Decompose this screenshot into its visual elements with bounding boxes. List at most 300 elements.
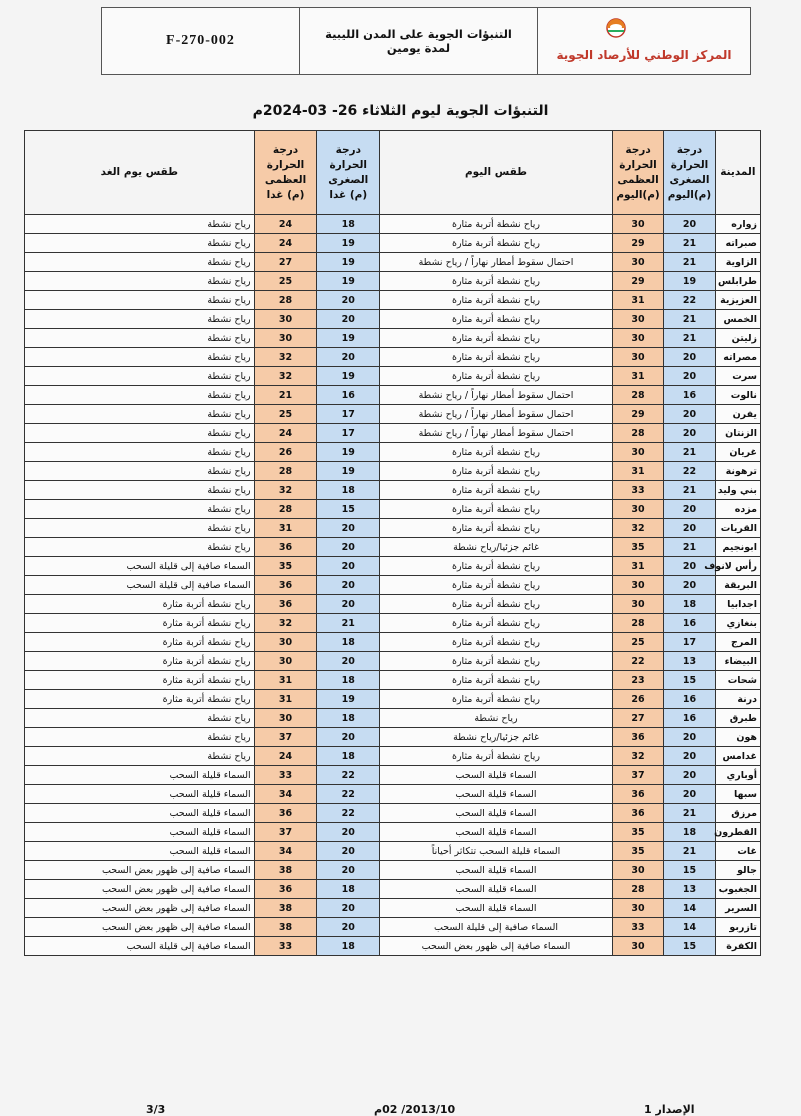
- cell-weather-tomorrow: السماء قليلة السحب: [25, 785, 255, 804]
- cell-max-today: 30: [612, 310, 663, 329]
- cell-weather-tomorrow: رياح نشطة: [25, 291, 255, 310]
- cell-city: الجغبوب: [715, 880, 760, 899]
- table-row: [25, 424, 761, 443]
- cell-weather-tomorrow: رياح نشطة: [25, 519, 255, 538]
- cell-min-today: 20: [664, 766, 715, 785]
- cell-min-tomorrow: 18: [317, 709, 380, 728]
- cell-min-tomorrow: 20: [317, 576, 380, 595]
- cell-max-tomorrow: 31: [254, 671, 317, 690]
- col-min-today-header: درجة الحرارة الصغرى (م)اليوم: [664, 131, 715, 215]
- cell-max-tomorrow: 28: [254, 500, 317, 519]
- col-max-tomorrow-header: درجة الحرارة العظمى (م) غدا: [254, 131, 317, 215]
- cell-city: بني وليد: [715, 481, 760, 500]
- cell-weather-today: رياح نشطة أتربة مثارة: [380, 690, 613, 709]
- cell-min-tomorrow: 18: [317, 633, 380, 652]
- cell-weather-tomorrow: رياح نشطة: [25, 329, 255, 348]
- cell-city: زليتن: [715, 329, 760, 348]
- cell-min-tomorrow: 20: [317, 291, 380, 310]
- cell-min-today: 20: [664, 215, 715, 234]
- cell-max-today: 30: [612, 861, 663, 880]
- cell-weather-today: رياح نشطة أتربة مثارة: [380, 576, 613, 595]
- center-logo-box: [538, 8, 750, 74]
- cell-max-today: 35: [612, 823, 663, 842]
- cell-max-today: 33: [612, 918, 663, 937]
- cell-city: جالو: [715, 861, 760, 880]
- cell-weather-today: رياح نشطة أتربة مثارة: [380, 652, 613, 671]
- cell-max-tomorrow: 25: [254, 405, 317, 424]
- cell-max-tomorrow: 34: [254, 842, 317, 861]
- cell-min-tomorrow: 18: [317, 215, 380, 234]
- cell-city: العزيزية: [715, 291, 760, 310]
- cell-weather-tomorrow: رياح نشطة: [25, 386, 255, 405]
- cell-max-tomorrow: 36: [254, 880, 317, 899]
- cell-weather-today: احتمال سقوط أمطار نهاراً / رياح نشطة: [380, 386, 613, 405]
- cell-city: الزنتان: [715, 424, 760, 443]
- cell-min-today: 16: [664, 614, 715, 633]
- cell-min-today: 21: [664, 253, 715, 272]
- table-row: [25, 405, 761, 424]
- cell-weather-today: رياح نشطة أتربة مثارة: [380, 215, 613, 234]
- cell-weather-today: رياح نشطة أتربة مثارة: [380, 348, 613, 367]
- cell-max-today: 35: [612, 842, 663, 861]
- cell-weather-today: السماء صافية إلى ظهور بعض السحب: [380, 937, 613, 956]
- cell-min-today: 15: [664, 861, 715, 880]
- cell-min-today: 20: [664, 405, 715, 424]
- table-row: [25, 766, 761, 785]
- cell-weather-today: السماء قليلة السحب: [380, 823, 613, 842]
- cell-weather-tomorrow: رياح نشطة أتربة مثارة: [25, 633, 255, 652]
- cell-weather-today: رياح نشطة أتربة مثارة: [380, 367, 613, 386]
- cell-city: البيضاء: [715, 652, 760, 671]
- cell-weather-tomorrow: رياح نشطة: [25, 367, 255, 386]
- cell-city: مرزق: [715, 804, 760, 823]
- table-row: [25, 481, 761, 500]
- cell-max-tomorrow: 35: [254, 557, 317, 576]
- cell-min-tomorrow: 19: [317, 234, 380, 253]
- cell-max-today: 36: [612, 804, 663, 823]
- cell-weather-today: رياح نشطة أتربة مثارة: [380, 443, 613, 462]
- cell-min-today: 20: [664, 747, 715, 766]
- cell-weather-tomorrow: رياح نشطة: [25, 424, 255, 443]
- table-row: [25, 519, 761, 538]
- cell-max-today: 30: [612, 329, 663, 348]
- cell-city: غات: [715, 842, 760, 861]
- cell-max-tomorrow: 37: [254, 823, 317, 842]
- cell-max-today: 31: [612, 557, 663, 576]
- cell-min-today: 13: [664, 652, 715, 671]
- cell-city: غدامس: [715, 747, 760, 766]
- cell-max-today: 28: [612, 386, 663, 405]
- cell-max-today: 26: [612, 690, 663, 709]
- cell-city: رأس لانوف: [715, 557, 760, 576]
- cell-max-tomorrow: 24: [254, 747, 317, 766]
- forecast-table: [24, 130, 761, 956]
- cell-max-today: 22: [612, 652, 663, 671]
- cell-weather-today: رياح نشطة أتربة مثارة: [380, 633, 613, 652]
- cell-min-tomorrow: 19: [317, 690, 380, 709]
- cell-weather-tomorrow: رياح نشطة: [25, 234, 255, 253]
- forecast-rows: [25, 215, 761, 956]
- cell-weather-tomorrow: رياح نشطة: [25, 728, 255, 747]
- cell-weather-tomorrow: السماء قليلة السحب: [25, 766, 255, 785]
- cell-weather-today: السماء قليلة السحب تتكاثر أحياناً: [380, 842, 613, 861]
- cell-min-tomorrow: 20: [317, 728, 380, 747]
- cell-max-today: 33: [612, 481, 663, 500]
- cell-min-tomorrow: 19: [317, 367, 380, 386]
- cell-city: سبها: [715, 785, 760, 804]
- cell-min-today: 21: [664, 234, 715, 253]
- cell-min-today: 14: [664, 899, 715, 918]
- cell-min-today: 17: [664, 633, 715, 652]
- cell-weather-today: غائم جزئيا/رياح نشطة: [380, 728, 613, 747]
- table-row: [25, 291, 761, 310]
- cell-weather-tomorrow: رياح نشطة: [25, 310, 255, 329]
- cell-min-today: 19: [664, 272, 715, 291]
- table-row: [25, 747, 761, 766]
- cell-min-tomorrow: 19: [317, 443, 380, 462]
- table-row: [25, 861, 761, 880]
- cell-max-today: 30: [612, 215, 663, 234]
- table-row: [25, 614, 761, 633]
- cell-weather-today: رياح نشطة أتربة مثارة: [380, 671, 613, 690]
- table-row: [25, 348, 761, 367]
- cell-max-tomorrow: 28: [254, 462, 317, 481]
- cell-min-today: 21: [664, 329, 715, 348]
- cell-weather-today: السماء قليلة السحب: [380, 899, 613, 918]
- cell-max-tomorrow: 32: [254, 367, 317, 386]
- cell-max-tomorrow: 30: [254, 329, 317, 348]
- cell-max-today: 35: [612, 538, 663, 557]
- cell-weather-today: رياح نشطة: [380, 709, 613, 728]
- cell-weather-tomorrow: رياح نشطة: [25, 348, 255, 367]
- table-row: [25, 671, 761, 690]
- cell-max-tomorrow: 21: [254, 386, 317, 405]
- cell-weather-today: رياح نشطة أتربة مثارة: [380, 614, 613, 633]
- table-row: [25, 500, 761, 519]
- cell-min-today: 20: [664, 367, 715, 386]
- cell-weather-today: السماء قليلة السحب: [380, 880, 613, 899]
- cell-max-today: 27: [612, 709, 663, 728]
- cell-min-today: 18: [664, 595, 715, 614]
- cell-city: اجدابيا: [715, 595, 760, 614]
- document-title-box: [300, 8, 538, 74]
- table-row: [25, 880, 761, 899]
- cell-min-tomorrow: 18: [317, 747, 380, 766]
- cell-max-tomorrow: 36: [254, 538, 317, 557]
- cell-city: أوباري: [715, 766, 760, 785]
- cell-min-today: 16: [664, 386, 715, 405]
- cell-max-today: 29: [612, 272, 663, 291]
- cell-weather-today: رياح نشطة أتربة مثارة: [380, 272, 613, 291]
- table-row: [25, 652, 761, 671]
- cell-city: مزده: [715, 500, 760, 519]
- cell-max-today: 23: [612, 671, 663, 690]
- cell-weather-tomorrow: رياح نشطة: [25, 538, 255, 557]
- cell-min-today: 22: [664, 291, 715, 310]
- cell-max-tomorrow: 30: [254, 652, 317, 671]
- cell-weather-tomorrow: السماء صافية إلى ظهور بعض السحب: [25, 918, 255, 937]
- cell-min-tomorrow: 19: [317, 272, 380, 291]
- cell-city: القريات: [715, 519, 760, 538]
- cell-weather-today: رياح نشطة أتربة مثارة: [380, 747, 613, 766]
- cell-max-today: 36: [612, 728, 663, 747]
- cell-max-today: 31: [612, 291, 663, 310]
- cell-weather-today: رياح نشطة أتربة مثارة: [380, 595, 613, 614]
- cell-min-tomorrow: 20: [317, 348, 380, 367]
- cell-max-tomorrow: 28: [254, 291, 317, 310]
- cell-weather-today: رياح نشطة أتربة مثارة: [380, 291, 613, 310]
- cell-city: درنة: [715, 690, 760, 709]
- table-row: [25, 804, 761, 823]
- cell-min-tomorrow: 20: [317, 861, 380, 880]
- cell-min-today: 15: [664, 937, 715, 956]
- cell-weather-today: رياح نشطة أتربة مثارة: [380, 519, 613, 538]
- table-row: [25, 576, 761, 595]
- cell-min-tomorrow: 20: [317, 538, 380, 557]
- cell-min-tomorrow: 22: [317, 804, 380, 823]
- cell-city: غريان: [715, 443, 760, 462]
- table-row: [25, 310, 761, 329]
- cell-max-tomorrow: 38: [254, 861, 317, 880]
- cell-min-tomorrow: 17: [317, 424, 380, 443]
- table-row: [25, 918, 761, 937]
- cell-weather-tomorrow: رياح نشطة: [25, 443, 255, 462]
- table-row: [25, 443, 761, 462]
- cell-weather-tomorrow: السماء صافية إلى ظهور بعض السحب: [25, 899, 255, 918]
- cell-max-today: 32: [612, 747, 663, 766]
- cell-min-today: 14: [664, 918, 715, 937]
- cell-min-tomorrow: 20: [317, 652, 380, 671]
- cell-weather-tomorrow: رياح نشطة: [25, 253, 255, 272]
- cell-weather-tomorrow: السماء صافية إلى قليلة السحب: [25, 576, 255, 595]
- cell-max-today: 31: [612, 367, 663, 386]
- document-header: [101, 7, 751, 75]
- cell-max-tomorrow: 31: [254, 519, 317, 538]
- cell-max-today: 36: [612, 785, 663, 804]
- cell-weather-today: رياح نشطة أتربة مثارة: [380, 234, 613, 253]
- table-row: [25, 690, 761, 709]
- cell-weather-today: رياح نشطة أتربة مثارة: [380, 329, 613, 348]
- cell-max-tomorrow: 36: [254, 595, 317, 614]
- cell-weather-tomorrow: السماء صافية إلى قليلة السحب: [25, 937, 255, 956]
- cell-min-tomorrow: 19: [317, 253, 380, 272]
- cell-weather-tomorrow: رياح نشطة أتربة مثارة: [25, 671, 255, 690]
- cell-min-tomorrow: 16: [317, 386, 380, 405]
- page-title: التنبؤات الجوية ليوم الثلاثاء 26- 03-2024م: [252, 103, 549, 119]
- cell-min-today: 15: [664, 671, 715, 690]
- cell-max-tomorrow: 30: [254, 310, 317, 329]
- cell-weather-tomorrow: السماء قليلة السحب: [25, 823, 255, 842]
- cell-min-today: 20: [664, 785, 715, 804]
- cell-min-tomorrow: 20: [317, 310, 380, 329]
- table-row: [25, 272, 761, 291]
- cell-min-tomorrow: 20: [317, 557, 380, 576]
- cell-max-tomorrow: 36: [254, 576, 317, 595]
- cell-min-tomorrow: 19: [317, 329, 380, 348]
- cell-max-tomorrow: 30: [254, 633, 317, 652]
- document-title-line2: لمدة يومين: [386, 41, 451, 55]
- cell-weather-today: احتمال سقوط أمطار نهاراً / رياح نشطة: [380, 253, 613, 272]
- col-weather-today-header: طقس اليوم: [380, 131, 613, 215]
- cell-max-today: 28: [612, 424, 663, 443]
- table-row: [25, 462, 761, 481]
- cell-min-today: 21: [664, 481, 715, 500]
- cell-city: الزاوية: [715, 253, 760, 272]
- table-row: [25, 728, 761, 747]
- table-row: [25, 633, 761, 652]
- table-row: [25, 386, 761, 405]
- cell-min-tomorrow: 21: [317, 614, 380, 633]
- cell-weather-tomorrow: السماء صافية إلى قليلة السحب: [25, 557, 255, 576]
- cell-weather-tomorrow: رياح نشطة: [25, 405, 255, 424]
- cell-max-today: 30: [612, 576, 663, 595]
- col-city-header: المدينة: [715, 131, 760, 215]
- cell-min-today: 13: [664, 880, 715, 899]
- cell-max-today: 30: [612, 253, 663, 272]
- cell-max-today: 30: [612, 348, 663, 367]
- weather-center-logo-icon: [598, 18, 634, 38]
- cell-max-tomorrow: 30: [254, 709, 317, 728]
- cell-weather-today: احتمال سقوط أمطار نهاراً / رياح نشطة: [380, 405, 613, 424]
- cell-city: بنغازي: [715, 614, 760, 633]
- cell-max-tomorrow: 27: [254, 253, 317, 272]
- cell-min-today: 20: [664, 348, 715, 367]
- cell-weather-tomorrow: رياح نشطة: [25, 215, 255, 234]
- cell-min-today: 20: [664, 557, 715, 576]
- cell-max-tomorrow: 32: [254, 348, 317, 367]
- col-weather-tomorrow-header: طقس يوم الغد: [25, 131, 255, 215]
- cell-min-today: 20: [664, 728, 715, 747]
- cell-city: ترهونة: [715, 462, 760, 481]
- cell-max-tomorrow: 38: [254, 899, 317, 918]
- cell-weather-tomorrow: رياح نشطة: [25, 709, 255, 728]
- cell-weather-today: رياح نشطة أتربة مثارة: [380, 462, 613, 481]
- table-row: [25, 899, 761, 918]
- cell-weather-today: السماء صافية إلى قليلة السحب: [380, 918, 613, 937]
- cell-min-tomorrow: 18: [317, 937, 380, 956]
- cell-max-today: 29: [612, 234, 663, 253]
- cell-max-tomorrow: 31: [254, 690, 317, 709]
- table-row: [25, 215, 761, 234]
- table-row: [25, 253, 761, 272]
- table-header-row: [25, 131, 761, 215]
- cell-min-today: 16: [664, 690, 715, 709]
- form-code: F-270-002: [102, 8, 300, 74]
- cell-max-tomorrow: 32: [254, 481, 317, 500]
- cell-min-tomorrow: 20: [317, 823, 380, 842]
- footer-date: 2013/10/ 02م: [374, 1103, 456, 1116]
- cell-weather-today: السماء قليلة السحب: [380, 804, 613, 823]
- footer-page: 3/3: [146, 1103, 166, 1116]
- table-row: [25, 538, 761, 557]
- table-row: [25, 367, 761, 386]
- cell-min-today: 21: [664, 842, 715, 861]
- cell-weather-tomorrow: رياح نشطة أتربة مثارة: [25, 652, 255, 671]
- cell-city: زواره: [715, 215, 760, 234]
- cell-min-today: 21: [664, 310, 715, 329]
- cell-min-tomorrow: 22: [317, 785, 380, 804]
- cell-max-today: 37: [612, 766, 663, 785]
- cell-max-today: 30: [612, 937, 663, 956]
- cell-max-today: 28: [612, 880, 663, 899]
- cell-max-tomorrow: 24: [254, 424, 317, 443]
- cell-min-today: 20: [664, 500, 715, 519]
- cell-min-tomorrow: 20: [317, 899, 380, 918]
- table-row: [25, 329, 761, 348]
- table-row: [25, 823, 761, 842]
- cell-max-today: 25: [612, 633, 663, 652]
- cell-city: البريقة: [715, 576, 760, 595]
- center-name: المركز الوطني للأرصاد الجوية: [556, 48, 732, 62]
- cell-city: تازربو: [715, 918, 760, 937]
- cell-max-today: 31: [612, 462, 663, 481]
- cell-city: القطرون: [715, 823, 760, 842]
- cell-min-today: 22: [664, 462, 715, 481]
- cell-max-tomorrow: 26: [254, 443, 317, 462]
- cell-city: شحات: [715, 671, 760, 690]
- table-row: [25, 937, 761, 956]
- cell-max-tomorrow: 32: [254, 614, 317, 633]
- cell-min-tomorrow: 19: [317, 462, 380, 481]
- cell-weather-tomorrow: السماء قليلة السحب: [25, 842, 255, 861]
- cell-city: الخمس: [715, 310, 760, 329]
- cell-weather-tomorrow: السماء قليلة السحب: [25, 804, 255, 823]
- cell-city: الكفرة: [715, 937, 760, 956]
- col-min-tomorrow-header: درجة الحرارة الصغرى (م) غدا: [317, 131, 380, 215]
- cell-min-today: 20: [664, 519, 715, 538]
- cell-min-today: 21: [664, 443, 715, 462]
- cell-weather-tomorrow: السماء صافية إلى ظهور بعض السحب: [25, 861, 255, 880]
- cell-max-today: 30: [612, 500, 663, 519]
- cell-weather-today: رياح نشطة أتربة مثارة: [380, 310, 613, 329]
- cell-min-tomorrow: 18: [317, 671, 380, 690]
- cell-min-tomorrow: 22: [317, 766, 380, 785]
- cell-min-tomorrow: 18: [317, 880, 380, 899]
- cell-city: مصراته: [715, 348, 760, 367]
- cell-max-tomorrow: 25: [254, 272, 317, 291]
- cell-min-today: 20: [664, 424, 715, 443]
- cell-city: ابونجيم: [715, 538, 760, 557]
- cell-city: نالوت: [715, 386, 760, 405]
- footer-issue: الإصدار 1: [644, 1103, 695, 1116]
- cell-max-today: 30: [612, 443, 663, 462]
- cell-max-today: 30: [612, 899, 663, 918]
- cell-weather-tomorrow: السماء صافية إلى ظهور بعض السحب: [25, 880, 255, 899]
- cell-min-today: 21: [664, 538, 715, 557]
- cell-weather-tomorrow: رياح نشطة: [25, 500, 255, 519]
- cell-weather-today: غائم جزئيا/رياح نشطة: [380, 538, 613, 557]
- cell-max-tomorrow: 24: [254, 215, 317, 234]
- cell-weather-tomorrow: رياح نشطة أتربة مثارة: [25, 690, 255, 709]
- cell-max-today: 30: [612, 595, 663, 614]
- cell-weather-today: رياح نشطة أتربة مثارة: [380, 557, 613, 576]
- cell-min-tomorrow: 20: [317, 595, 380, 614]
- cell-weather-tomorrow: رياح نشطة: [25, 462, 255, 481]
- cell-min-tomorrow: 17: [317, 405, 380, 424]
- document-title-line1: التنبؤات الجوية على المدن الليبية: [325, 27, 512, 41]
- table-row: [25, 709, 761, 728]
- cell-weather-today: السماء قليلة السحب: [380, 766, 613, 785]
- col-max-today-header: درجة الحرارة العظمى (م)اليوم: [612, 131, 663, 215]
- cell-max-today: 32: [612, 519, 663, 538]
- cell-max-tomorrow: 33: [254, 937, 317, 956]
- cell-min-tomorrow: 15: [317, 500, 380, 519]
- cell-min-today: 20: [664, 576, 715, 595]
- cell-max-tomorrow: 38: [254, 918, 317, 937]
- cell-min-tomorrow: 18: [317, 481, 380, 500]
- cell-min-tomorrow: 20: [317, 918, 380, 937]
- table-row: [25, 785, 761, 804]
